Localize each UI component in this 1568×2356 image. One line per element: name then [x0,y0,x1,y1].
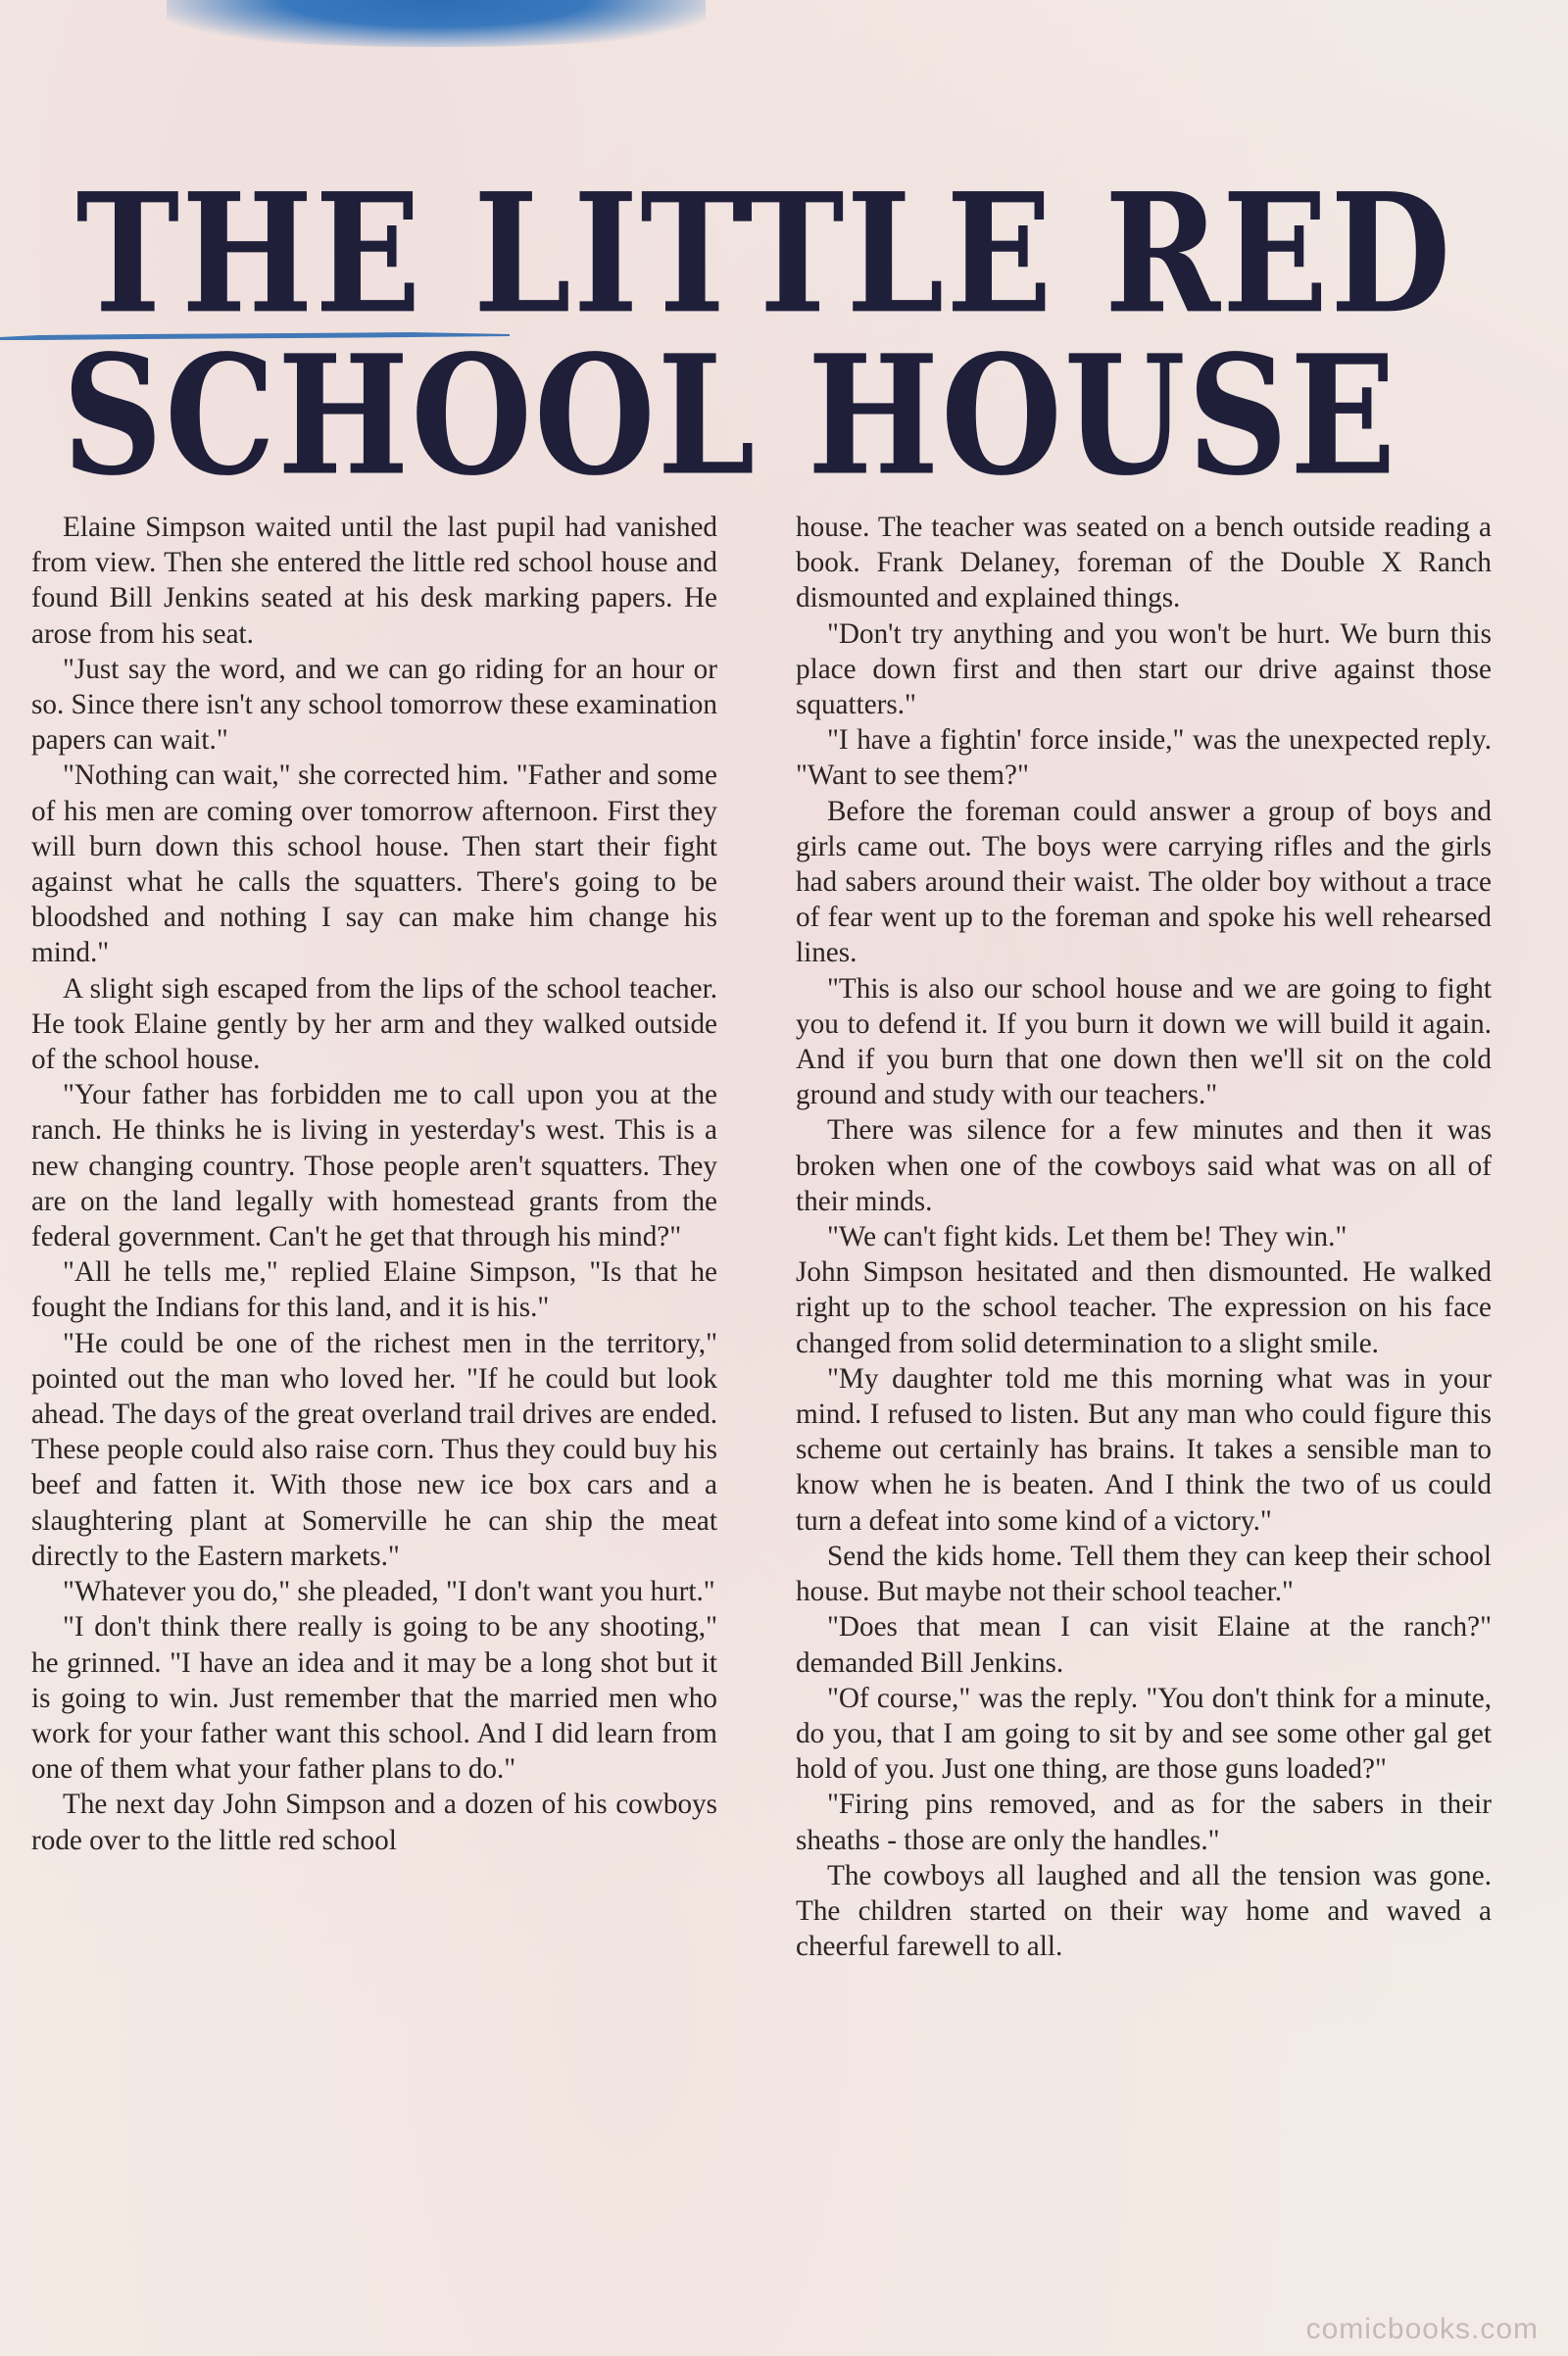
title-line-1: THE LITTLE RED [75,158,1453,351]
title-line-2: SCHOOL HOUSE [62,320,1398,514]
paragraph: "Of course," was the reply. "You don't think for a minute, do you, that I am going to sit by and see some other gal get hold of you. Just one thing, are those guns loaded?" [796,1682,1492,1786]
paragraph: "This is also our school house and we are going to fight you to defend it. If you burn it down we will build it again. And if you burn that one down then we'll sit on the cold ground and study with our teachers." [796,972,1492,1111]
paragraph: house. The teacher was seated on a bench outside reading a book. Frank Delaney, foreman of the Double X Ranch dismounted and explained things. [796,512,1492,614]
paragraph: "Just say the word, and we can go riding for an hour or so. Since there isn't any school tomorrow these examination papers can wait." [31,653,717,757]
paragraph: "I have a fightin' force inside," was the unexpected reply. "Want to see them?" [796,724,1492,792]
paragraph: There was silence for a few minutes and then it was broken when one of the cowboys said what was on all of their minds. [796,1114,1492,1217]
paragraph: "He could be one of the richest men in the territory," pointed out the man who loved her. "If he could but look ahead. The days of the great overland trail drives are ended. These people could also raise corn. Thus they could buy his beef and fatten it. With those new ice box cars and a slaughtering plant at Somerville he can ship the meat directly to the Eastern markets." [31,1327,717,1572]
paragraph: "Whatever you do," she pleaded, "I don't want you hurt." [63,1576,715,1608]
paragraph: Elaine Simpson waited until the last pupil had vanished from view. Then she entered the little red school house and found Bill Jenkins seated at his desk marking papers. He arose from his seat. [31,512,717,650]
paragraph: "Your father has forbidden me to call upon you at the ranch. He thinks he is living in yesterday's west. This is a new changing country. Those people aren't squatters. They are on the land legally with homestead grants from the federal government. Can't he get that through his mind?" [31,1079,717,1253]
blue-ink-splash [167,0,706,47]
paragraph: A slight sigh escaped from the lips of the school teacher. He took Elaine gently by her arm and they walked outside of the school house. [31,972,717,1076]
left-column [31,510,717,1858]
paragraph: "Nothing can wait," she corrected him. "Father and some of his men are coming over tomorrow afternoon. First they will burn down this school house. Then start their fight against what he calls the squatters. There's going to be bloodshed and nothing I say can make him change his mind." [31,760,717,969]
paragraph: "My daughter told me this morning what was in your mind. I refused to listen. But any man who could figure this scheme out certainly has brains. It takes a sensible man to know when he is beaten. And I think the two of us could turn a defeat into some kind of a victory." [796,1362,1492,1537]
watermark: comicbooks.com [1305,2313,1539,2345]
right-column [796,510,1492,1964]
paragraph: "We can't fight kids. Let them be! They win." [827,1221,1348,1253]
paragraph: "Does that mean I can visit Elaine at the ranch?" demanded Bill Jenkins. [796,1611,1492,1679]
paragraph: The next day John Simpson and a dozen of his cowboys rode over to the little red school [31,1789,717,1856]
paragraph: John Simpson hesitated and then dismounted. He walked right up to the school teacher. The expression on his face changed from solid determination to a slight smile. [796,1256,1492,1359]
paragraph: "I don't think there really is going to be any shooting," he grinned. "I have an idea and it may be a long shot but it is going to win. Just remember that the married men who work for your father want this school. And I did learn from one of them what your father plans to do." [31,1611,717,1786]
paragraph: "All he tells me," replied Elaine Simpson, "Is that he fought the Indians for this land, and it is his." [31,1256,717,1324]
paragraph: The cowboys all laughed and all the tension was gone. The children started on their way home and waved a cheerful farewell to all. [796,1859,1492,1963]
paragraph: "Firing pins removed, and as for the sabers in their sheaths - those are only the handles." [796,1789,1492,1856]
paragraph: Send the kids home. Tell them they can keep their school house. But maybe not their school teacher." [796,1540,1492,1608]
paragraph: Before the foreman could answer a group of boys and girls came out. The boys were carrying rifles and the girls had sabers around their waist. The older boy without a trace of fear went up to the foreman and spoke his well rehearsed lines. [796,795,1492,969]
paragraph: "Don't try anything and you won't be hurt. We burn this place down first and then start our drive against those squatters." [796,617,1492,721]
story-title [0,158,1568,514]
